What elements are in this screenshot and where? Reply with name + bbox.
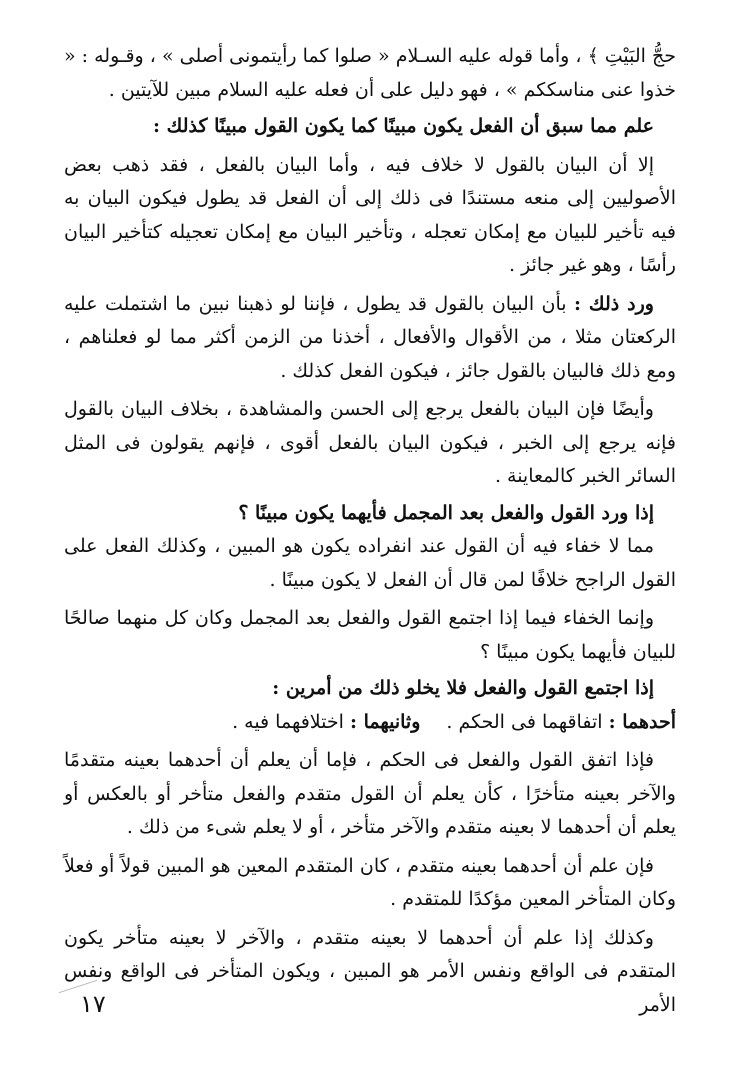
paragraph-2: إلا أن البيان بالقول لا خلاف فيه ، وأما البيان بالفعل ، فقد ذهب بعض الأصوليين إلى منعه مستندًا فى ذلك إلى أن الفعل قد يطول فيكون البيان به فيه تأخير للبيان مع إمكان تعجله ، وتأخير البيان مع إمكان تعجيله كتأخير البيان رأسًا ، وهو غير جائز .	[64, 153, 676, 276]
page-number: ١٧	[80, 990, 106, 1018]
case-one-label: أحدهما :	[608, 710, 676, 733]
paragraph-6: وإنما الخفاء فيما إذا اجتمع القول والفعل بعد المجمل وكان كل منهما صالحًا للبيان فأيهما يكون مبينًا ؟	[64, 607, 676, 663]
paragraph-3-text: بأن البيان بالقول قد يطول ، فإننا لو ذهبنا نبين ما اشتملت عليه الركعتان مثلا ، من الأقوال والأفعال ، أخذنا من الزمن أكثر مما لو فعلناهم ، ومع ذلك فالبيان بالقول جائز ، فيكون الفعل كذلك .	[64, 292, 676, 382]
paragraph-7: فإذا اتفق القول والفعل فى الحكم ، فإما أن يعلم أن أحدهما بعينه متقدمًا والآخر بعينه متأخرًا ، كأن يعلم أن القول متقدم والفعل متأخر أو بالعكس أو يعلم أن أحدهما لا بعينه متقدم والآخر متأخر ، أو لا يعلم شىء من ذلك .	[64, 749, 676, 838]
heading-two-cases: إذا اجتمع القول والفعل فلا يخلو ذلك من أمرين :	[272, 677, 654, 699]
paragraph-4: وأيضًا فإن البيان بالفعل يرجع إلى الحسن والمشاهدة ، بخلاف البيان بالقول فإنه يرجع إلى الخبر ، فيكون البيان بالفعل أقوى ، فإنهم يقولون فى المثل السائر الخبر كالمعاينة .	[64, 398, 676, 487]
case-one	[446, 706, 676, 740]
page-body	[64, 40, 676, 1022]
paragraph-1: حجُّ البَيْتِ ﴾ ، وأما قوله عليه السـلام « صلوا كما رأيتمونى أصلى » ، وقـوله : « خذوا عنى مناسككم » ، فهو دليل على أن فعله عليه السلام مبين للآيتين .	[64, 45, 676, 101]
heading-action-as-clarifier: علم مما سبق أن الفعل يكون مبينًا كما يكون القول مبينًا كذلك :	[153, 115, 654, 137]
cases-row	[64, 706, 676, 740]
case-two	[232, 706, 420, 740]
case-two-text: اختلافهما فيه .	[232, 710, 344, 733]
paragraph-9: وكذلك إذا علم أن أحدهما لا بعينه متقدم ، والآخر لا بعينه متأخر يكون المتقدم فى الواقع ونفس الأمر هو المبين ، ويكون المتأخر فى الواقع ونفس الأمر	[64, 926, 676, 1016]
paragraph-5: مما لا خفاء فيه أن القول عند انفراده يكون هو المبين ، وكذلك الفعل على القول الراجح خلافًا لمن قال أن الفعل لا يكون مبينًا .	[64, 535, 676, 591]
case-two-label: وثانيهما :	[349, 710, 421, 733]
paragraph-8: فإن علم أن أحدهما بعينه متقدم ، كان المتقدم المعين هو المبين قولاً أو فعلاً وكان المتأخر المعين مؤكدًا للمتقدم .	[64, 854, 676, 910]
case-one-text: اتفاقهما فى الحكم .	[446, 710, 603, 733]
paragraph-3	[64, 288, 676, 389]
heading-which-clarifies: إذا ورد القول والفعل بعد المجمل فأيهما يكون مبينًا ؟	[238, 501, 654, 524]
paragraph-3-lead: ورد ذلك :	[573, 292, 654, 315]
